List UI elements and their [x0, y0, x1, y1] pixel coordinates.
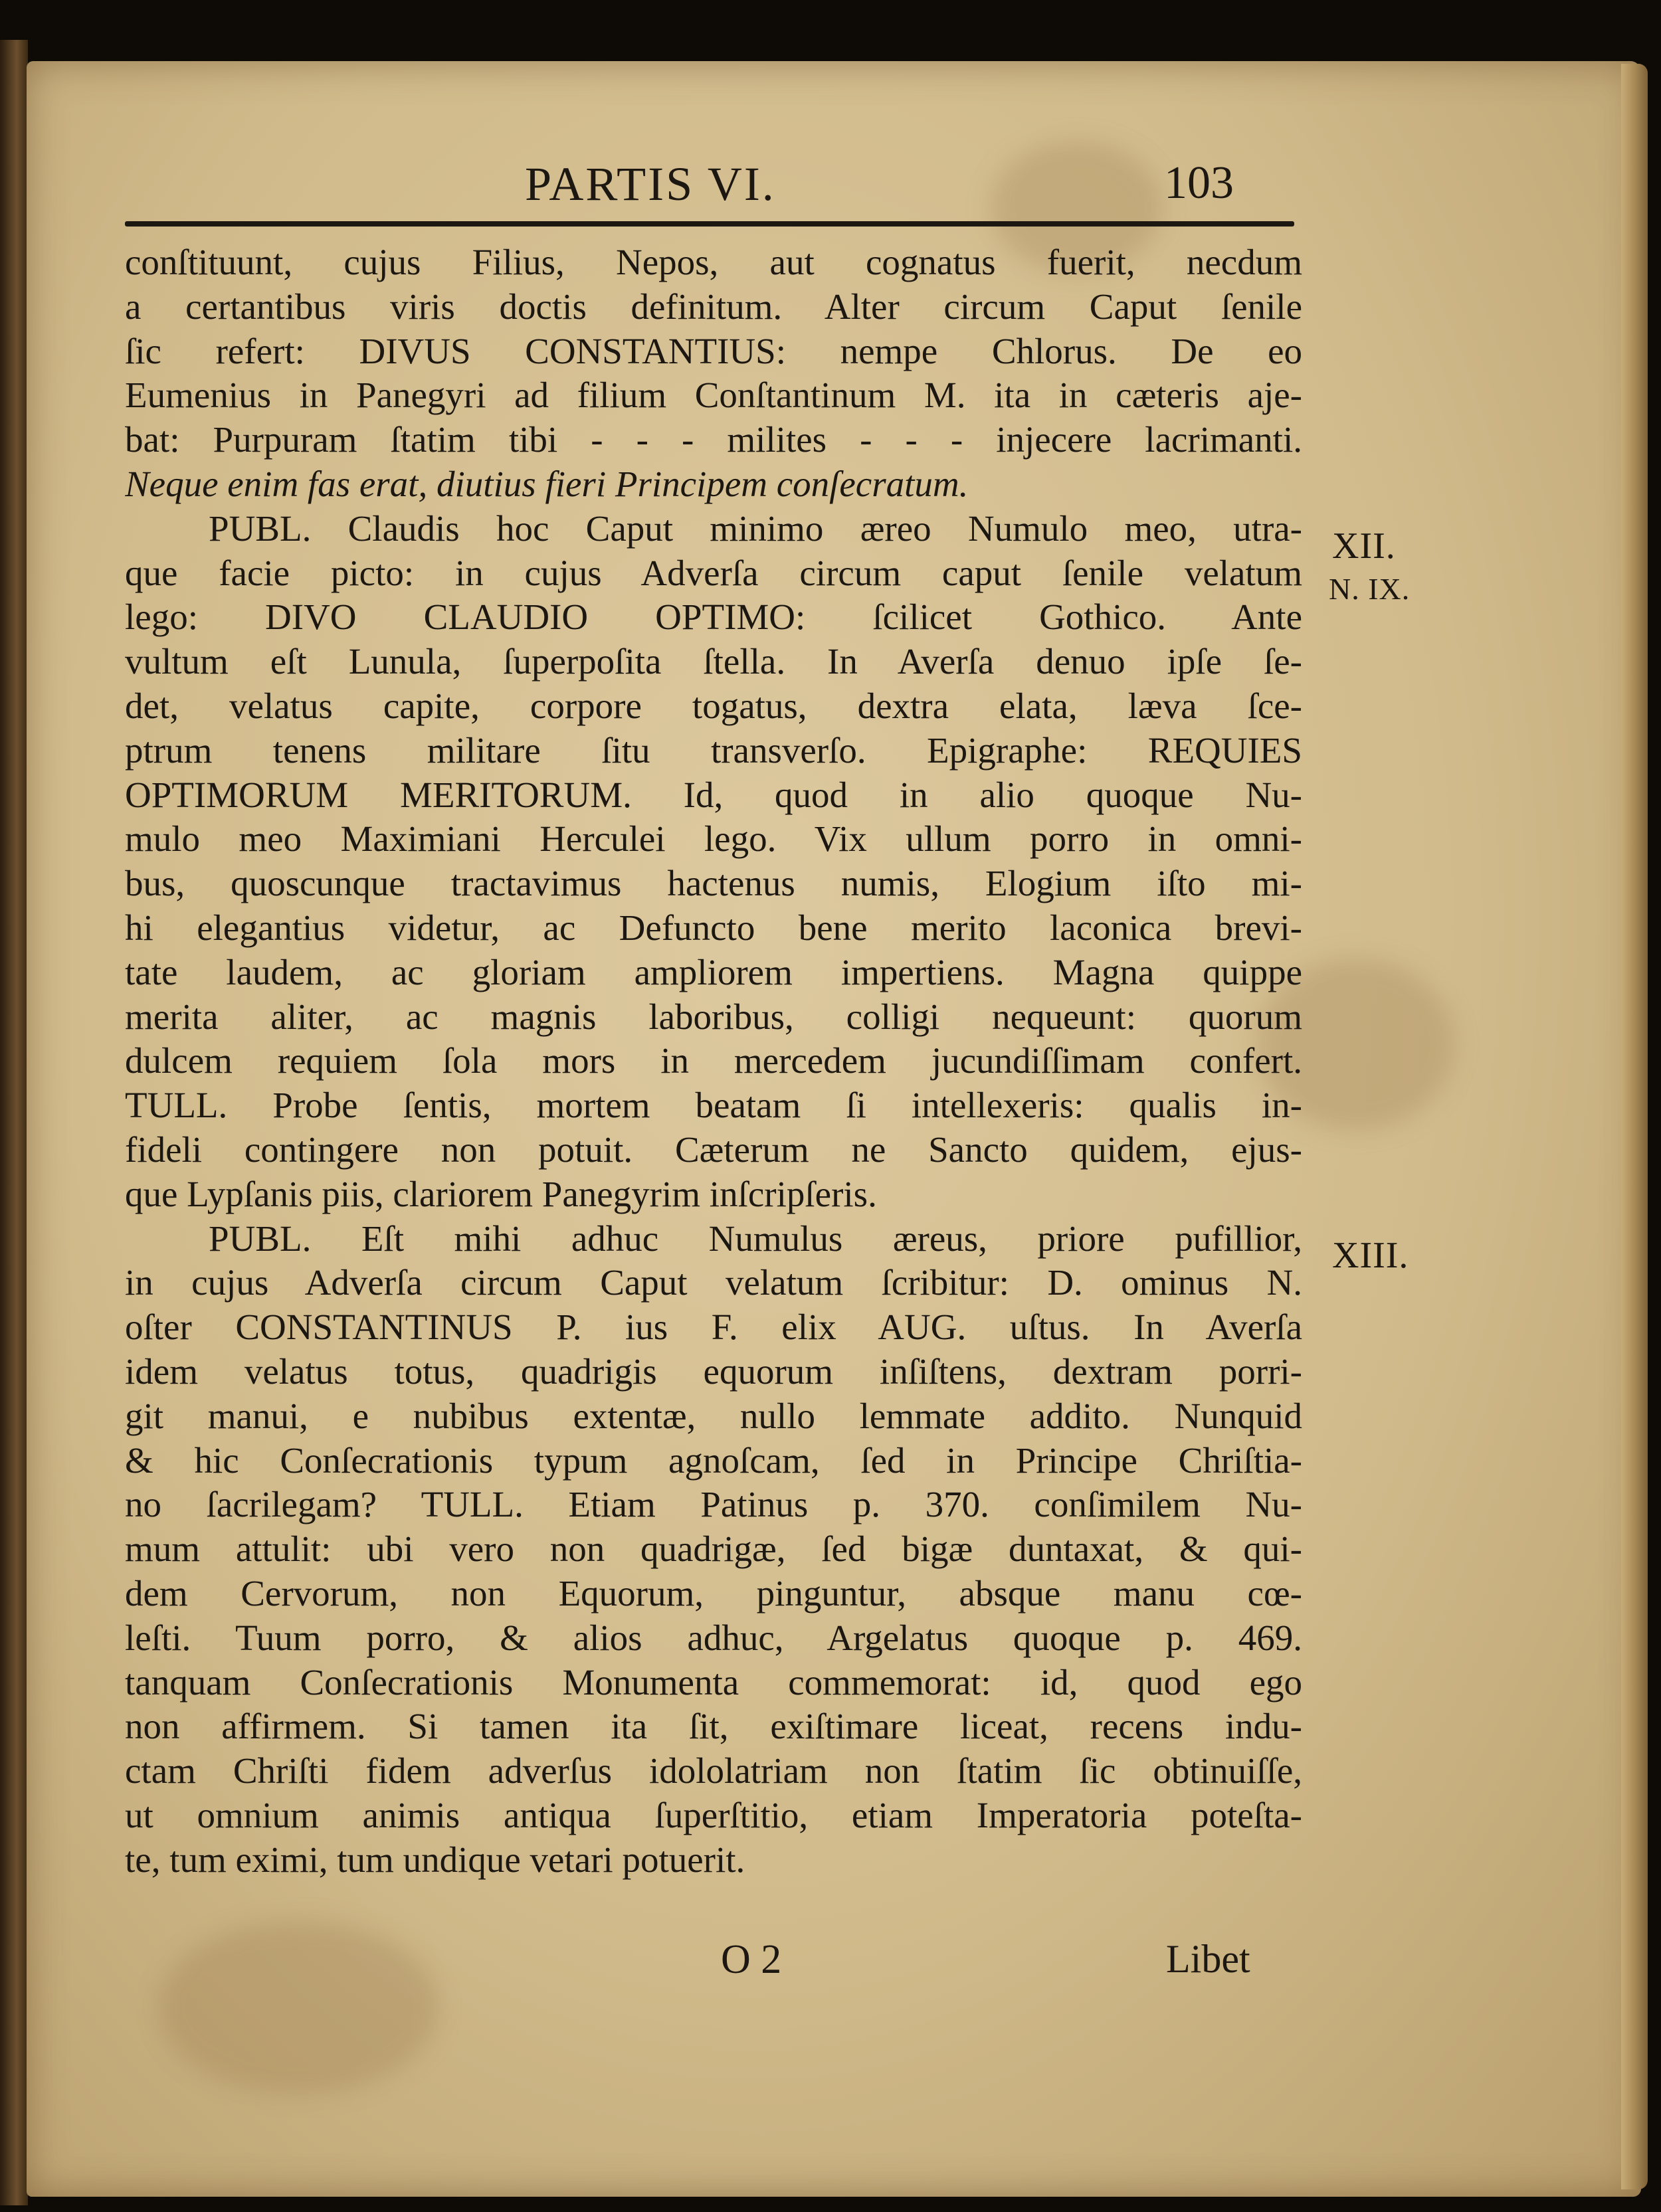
text-line: ctam Chriſti fidem adverſus idololatriam non ſtatim ſic obtinuiſſe,: [125, 1750, 1302, 1792]
signature-mark: O 2: [721, 1937, 782, 1982]
text-line: dulcem requiem ſola mors in mercedem jucundiſſimam confert.: [125, 1040, 1302, 1081]
text-line: hi elegantius videtur, ac Defuncto bene merito laconica brevi-: [125, 907, 1302, 948]
running-head: PARTIS VI.: [525, 157, 776, 211]
text-line: PUBL. Eſt mihi adhuc Numulus æreus, priore pufillior,: [209, 1218, 1302, 1259]
text-line: que Lypſanis piis, clariorem Panegyrim inſcripſeris.: [125, 1173, 877, 1214]
text-line: ſic refert: DIVUS CONSTANTIUS: nempe Chlorus. De eo: [125, 330, 1302, 371]
margin-note-n-ix: N. IX.: [1329, 572, 1411, 606]
text-line: Neque enim fas erat, diutius fieri Principem conſecratum.: [125, 463, 969, 504]
text-line: merita aliter, ac magnis laboribus, colligi nequeunt: quorum: [125, 996, 1302, 1037]
text-line: TULL. Probe ſentis, mortem beatam ſi intellexeris: qualis in-: [125, 1085, 1302, 1126]
text-line: tate laudem, ac gloriam ampliorem impertiens. Magna quippe: [125, 951, 1302, 992]
page-number: 103: [1164, 157, 1234, 209]
text-line: fideli contingere non potuit. Cæterum ne Sancto quidem, ejus-: [125, 1129, 1302, 1170]
text-line: Eumenius in Panegyri ad filium Conſtantinum M. ita in cæteris aje-: [125, 375, 1302, 416]
text-line: OPTIMORUM MERITORUM. Id, quod in alio quoque Nu-: [125, 774, 1302, 815]
page-edge: [1621, 64, 1648, 2189]
body-text: [125, 240, 1302, 1882]
text-line: ptrum tenens militare ſitu transverſo. Epigraphe: REQUIES: [125, 729, 1302, 771]
text-line: te, tum eximi, tum undique vetari potuerit.: [125, 1839, 745, 1880]
text-line: ut omnium animis antiqua ſuperſtitio, etiam Imperatoria poteſta-: [125, 1794, 1302, 1835]
book-spine: [0, 40, 28, 2205]
text-line: det, velatus capite, corpore togatus, dextra elata, læva ſce-: [125, 685, 1302, 726]
text-line: non affirmem. Si tamen ita ſit, exiſtimare liceat, recens indu-: [125, 1706, 1302, 1747]
catchword: Libet: [1166, 1937, 1250, 1981]
text-line: tanquam Conſecrationis Monumenta commemorat: id, quod ego: [125, 1661, 1302, 1703]
text-line: oſter CONSTANTINUS P. ius F. elix AUG. uſtus. In Averſa: [125, 1307, 1302, 1348]
text-line: PUBL. Claudis hoc Caput minimo æreo Numulo meo, utra-: [209, 507, 1302, 549]
text-line: mum attulit: ubi vero non quadrigæ, ſed bigæ duntaxat, & qui-: [125, 1528, 1302, 1570]
margin-note-xiii: XIII.: [1332, 1235, 1409, 1276]
text-line: in cujus Adverſa circum Caput velatum ſcribitur: D. ominus N.: [125, 1262, 1302, 1303]
text-line: no ſacrilegam? TULL. Etiam Patinus p. 370. conſimilem Nu-: [125, 1484, 1302, 1525]
text-line: que facie picto: in cujus Adverſa circum caput ſenile velatum: [125, 552, 1302, 593]
text-line: & hic Conſecrationis typum agnoſcam, ſed in Principe Chriſtia-: [125, 1439, 1302, 1481]
text-line: conſtituunt, cujus Filius, Nepos, aut cognatus fuerit, necdum: [125, 242, 1302, 282]
header-rule: [125, 221, 1294, 227]
margin-note-xii: XII.: [1332, 525, 1396, 567]
text-line: leſti. Tuum porro, & alios adhuc, Argelatus quoque p. 469.: [125, 1617, 1302, 1658]
text-line: dem Cervorum, non Equorum, pinguntur, absque manu cœ-: [125, 1572, 1302, 1613]
text-line: a certantibus viris doctis definitum. Alter circum Caput ſenile: [125, 286, 1302, 327]
text-line: git manui, e nubibus extentæ, nullo lemmate addito. Nunquid: [125, 1395, 1302, 1436]
text-line: bus, quoscunque tractavimus hactenus numis, Elogium iſto mi-: [125, 863, 1302, 904]
text-line: vultum eſt Lunula, ſuperpoſita ſtella. In Averſa denuo ipſe ſe-: [125, 641, 1302, 682]
text-line: bat: Purpuram ſtatim tibi - - - milites - - - injecere lacrimanti.: [125, 419, 1302, 460]
paper-stain: [159, 1921, 439, 2094]
text-line: idem velatus totus, quadrigis equorum inſiſtens, dextram porri-: [125, 1350, 1302, 1392]
text-line: mulo meo Maximiani Herculei lego. Vix ullum porro in omni-: [125, 818, 1302, 860]
text-line: lego: DIVO CLAUDIO OPTIMO: ſcilicet Gothico. Ante: [125, 597, 1302, 638]
